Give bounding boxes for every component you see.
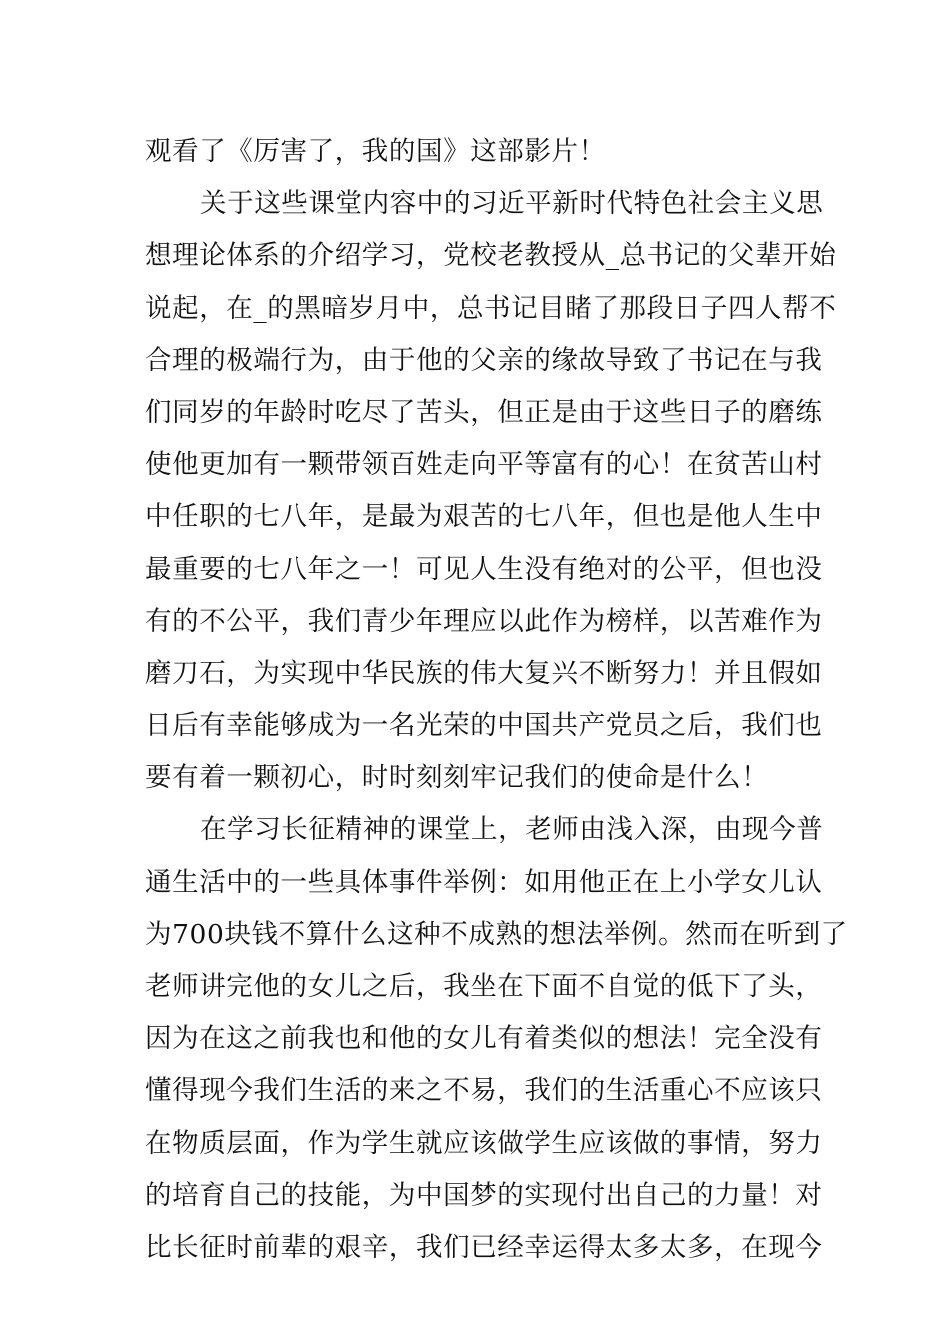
text-line: 想理论体系的介绍学习，党校老教授从_总书记的父辈开始 xyxy=(145,240,837,272)
text-line: 合理的极端行为，由于他的父亲的缘故导致了书记在与我 xyxy=(145,344,823,376)
text-line: 日后有幸能够成为一名光荣的中国共产党员之后，我们也 xyxy=(145,710,823,742)
paragraph-first-line: 关于这些课堂内容中的习近平新时代特色社会主义思 xyxy=(200,188,824,220)
paragraph-first-line: 在学习长征精神的课堂上，老师由浅入深，由现今普 xyxy=(200,814,824,846)
text-line: 懂得现今我们生活的来之不易，我们的生活重心不应该只 xyxy=(145,1075,823,1107)
text-line: 比长征时前辈的艰辛，我们已经幸运得太多太多，在现今 xyxy=(145,1231,823,1263)
text-line: 磨刀石，为实现中华民族的伟大复兴不断努力！并且假如 xyxy=(145,657,823,689)
text-line: 老师讲完他的女儿之后，我坐在下面不自觉的低下了头， xyxy=(145,971,823,1002)
text-line: 在物质层面，作为学生就应该做学生应该做的事情，努力 xyxy=(145,1127,823,1159)
text-line: 使他更加有一颗带领百姓走向平等富有的心！在贫苦山村 xyxy=(145,449,823,481)
text-line: 的培育自己的技能，为中国梦的实现付出自己的力量！对 xyxy=(145,1179,823,1211)
body-text xyxy=(145,126,848,1274)
text-line: 为700块钱不算什么这种不成熟的想法举例。然而在听到了 xyxy=(145,918,848,950)
text-line: 中任职的七八年，是最为艰苦的七八年，但也是他人生中 xyxy=(145,501,823,533)
text-line: 通生活中的一些具体事件举例：如用他正在上小学女儿认 xyxy=(145,866,823,898)
text-line: 们同岁的年龄时吃尽了苦头，但正是由于这些日子的磨练 xyxy=(145,396,823,428)
text-line: 说起，在_的黑暗岁月中，总书记目睹了那段日子四人帮不 xyxy=(145,292,837,324)
text-line: 因为在这之前我也和他的女儿有着类似的想法！完全没有 xyxy=(145,1023,823,1055)
text-line: 观看了《厉害了，我的国》这部影片！ xyxy=(145,136,606,167)
text-line: 要有着一颗初心，时时刻刻牢记我们的使命是什么！ xyxy=(145,762,769,794)
text-line: 最重要的七八年之一！可见人生没有绝对的公平，但也没 xyxy=(145,553,823,585)
text-line: 有的不公平，我们青少年理应以此作为榜样，以苦难作为 xyxy=(145,605,823,637)
